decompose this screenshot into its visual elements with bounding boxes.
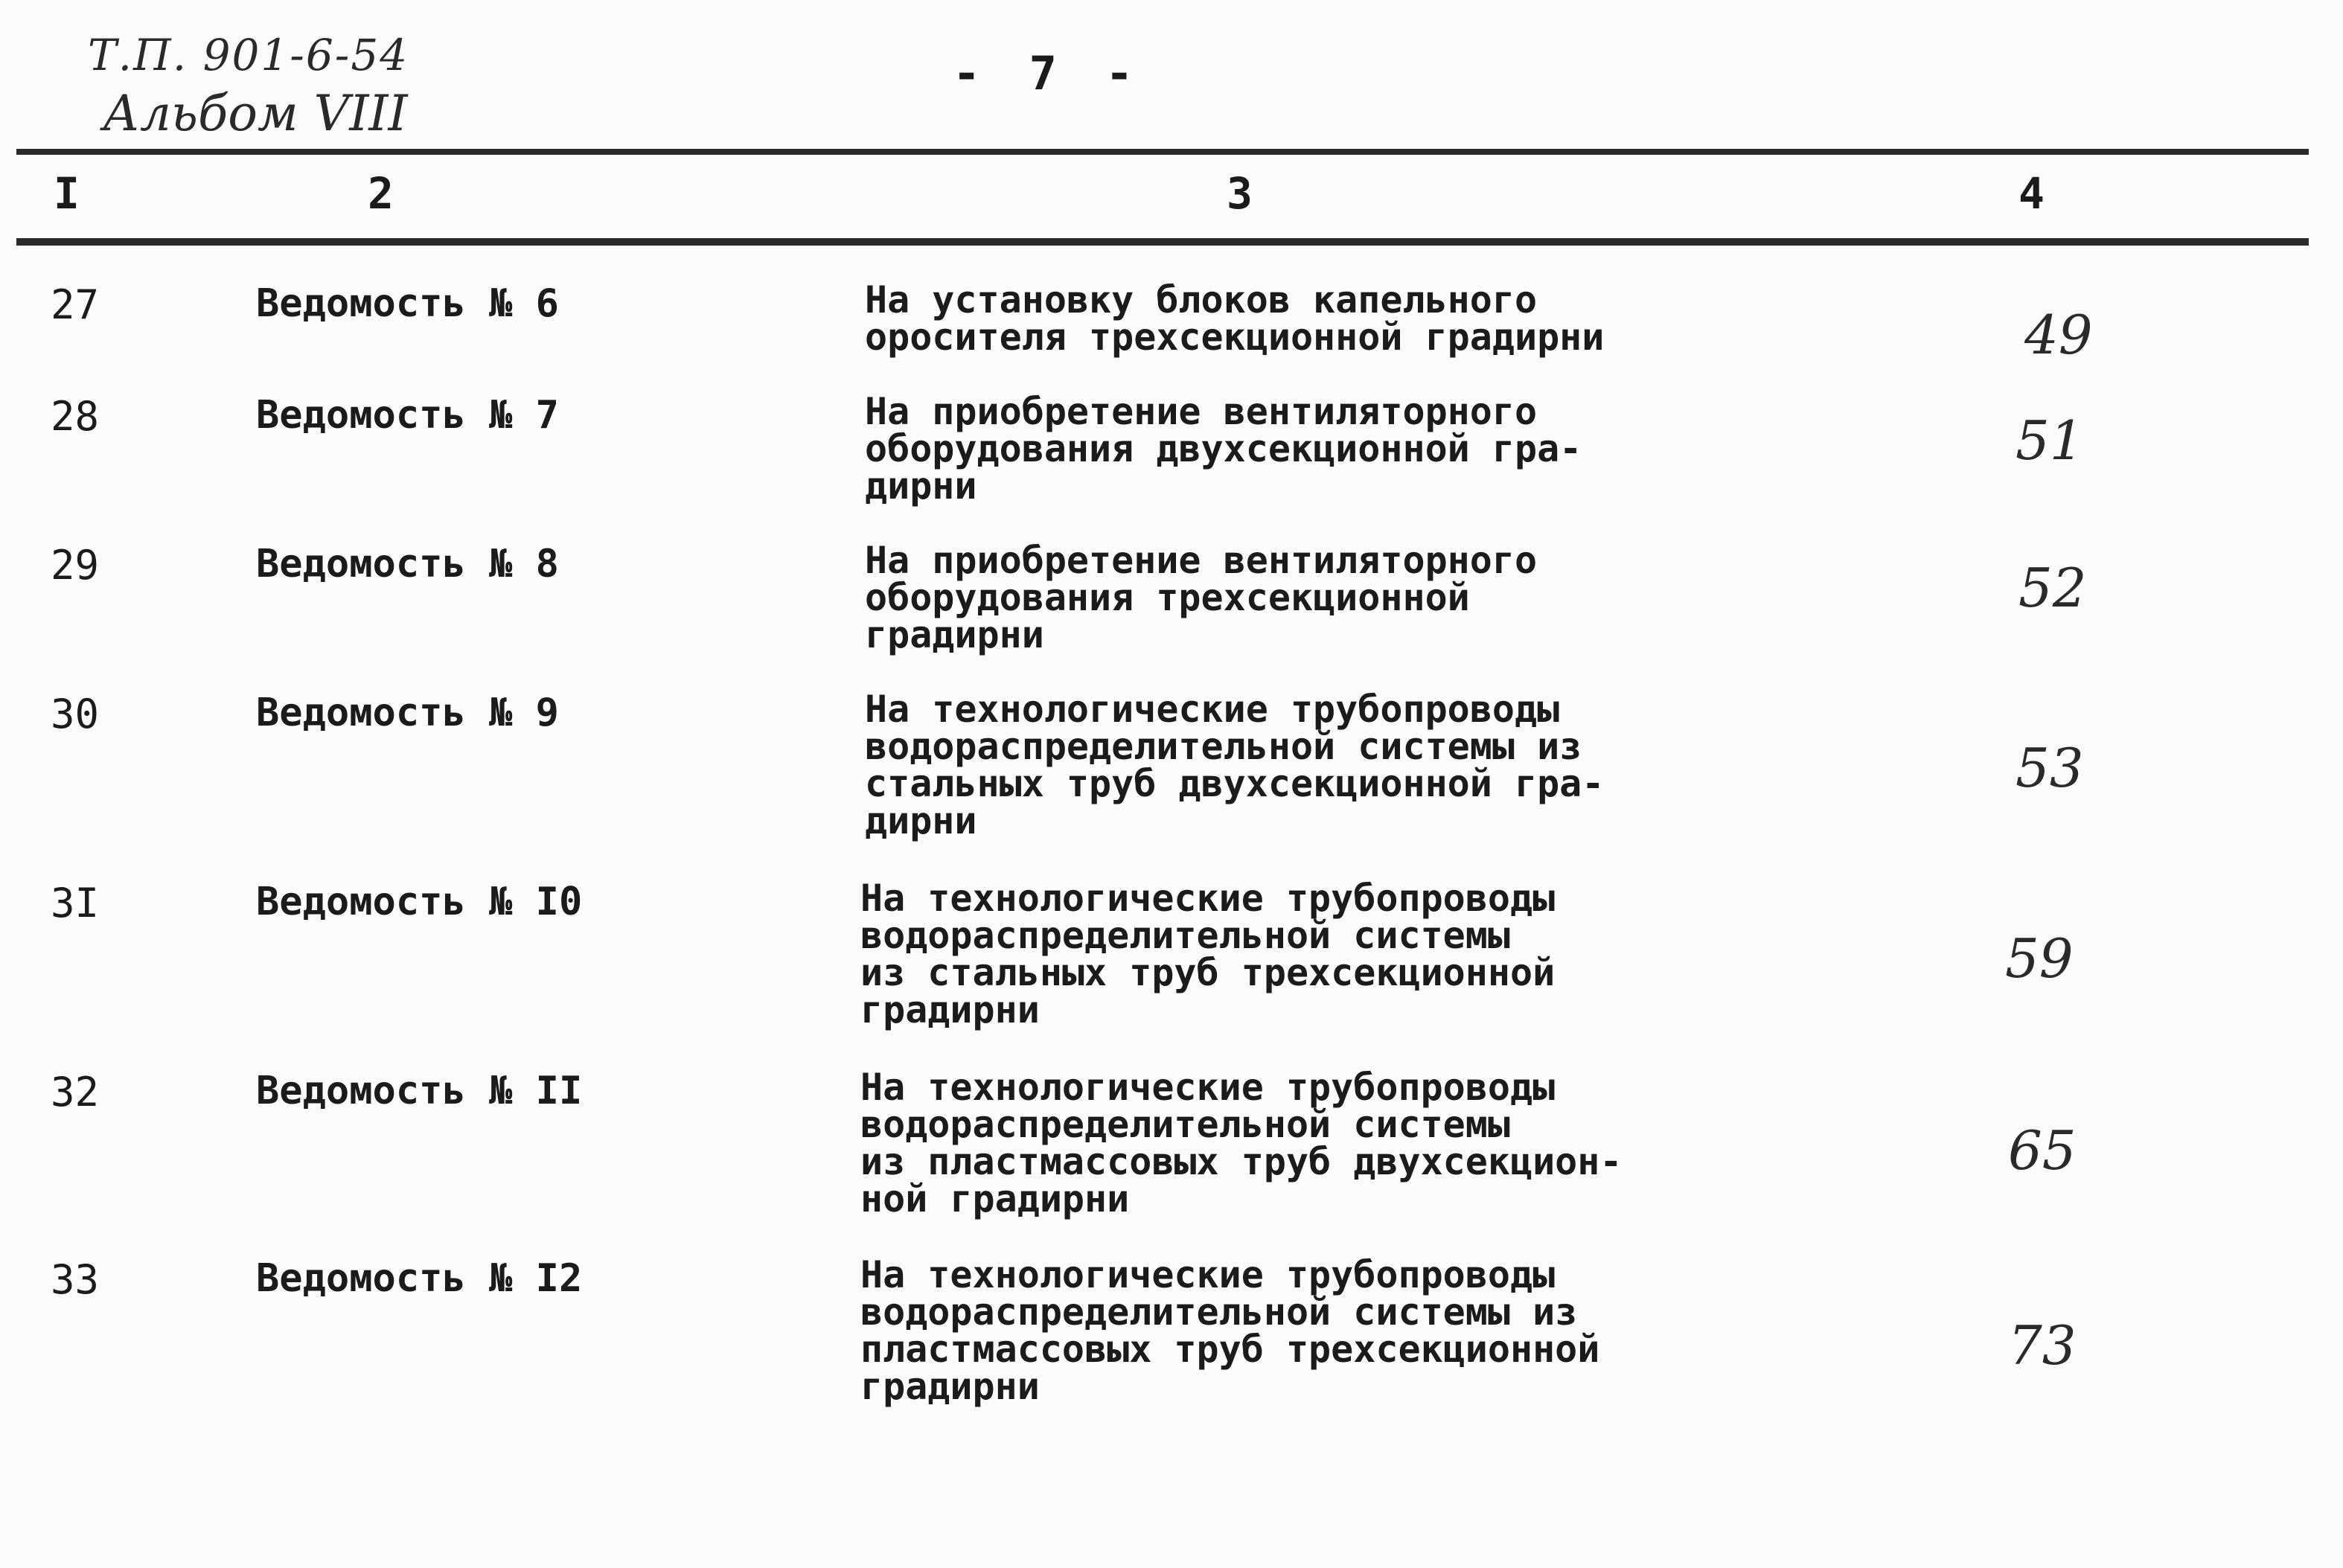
page-reference: 65 [2008, 1119, 2077, 1182]
page-number: - 7 - [953, 46, 1144, 100]
page-reference: 52 [2018, 557, 2087, 619]
document-code: Т.П. 901-6-54 [88, 30, 409, 80]
album-label: Альбом VIII [103, 85, 408, 142]
description-line: оборудования двухсекционной гра- [865, 427, 1582, 470]
description [860, 1253, 1724, 1408]
description-line: водораспределительной системы [860, 914, 1510, 957]
column-header-3: 3 [1227, 168, 1253, 219]
description-line: стальных труб двухсекционной гра- [865, 762, 1605, 805]
column-header-4: 4 [2018, 168, 2045, 219]
description [865, 278, 1728, 359]
description-line: из стальных труб трехсекционной [860, 951, 1556, 994]
row-number: 3I [51, 880, 100, 927]
description-line: На приобретение вентиляторного [865, 539, 1538, 582]
row-number: 28 [51, 393, 100, 440]
description-line: градирни [865, 613, 1044, 656]
description-line: На технологические трубопроводы [860, 877, 1556, 920]
row-number: 30 [51, 691, 100, 737]
document-name: Ведомость № I2 [256, 1256, 583, 1301]
column-header-2: 2 [368, 168, 394, 219]
row-number: 33 [51, 1256, 100, 1303]
description [865, 688, 1728, 842]
page-reference: 49 [2024, 304, 2093, 366]
description-line: градирни [860, 988, 1040, 1031]
description-line: На приобретение вентиляторного [865, 390, 1538, 433]
page-reference: 73 [2008, 1314, 2077, 1377]
description [865, 539, 1728, 656]
description [865, 390, 1728, 508]
page-reference: 53 [2016, 737, 2084, 799]
description-line: оборудования трехсекционной [865, 576, 1470, 619]
description-line: из пластмассовых труб двухсекцион- [860, 1140, 1623, 1183]
description-line: На технологические трубопроводы [865, 688, 1560, 731]
row-number: 29 [51, 542, 100, 589]
description [860, 877, 1724, 1031]
document-name: Ведомость № II [256, 1069, 583, 1113]
description-line: оросителя трехсекционной градирни [865, 316, 1605, 359]
description-line: водораспределительной системы из [865, 725, 1582, 768]
page-reference: 59 [2005, 927, 2074, 990]
page-reference: 51 [2016, 409, 2084, 472]
column-header-1: I [54, 168, 80, 219]
description-line: На технологические трубопроводы [860, 1066, 1556, 1109]
row-number: 32 [51, 1069, 100, 1116]
document-name: Ведомость № 8 [256, 542, 559, 586]
description-line: пластмассовых труб трехсекционной [860, 1328, 1600, 1371]
description-line: водораспределительной системы [860, 1103, 1510, 1146]
description-line: ной градирни [860, 1177, 1130, 1220]
description-line: дирни [865, 464, 977, 508]
description-line: градирни [860, 1365, 1040, 1408]
description-line: дирни [865, 799, 977, 842]
document-name: Ведомость № 7 [256, 393, 559, 438]
row-number: 27 [51, 281, 100, 328]
document-name: Ведомость № 9 [256, 691, 559, 735]
description-line: На установку блоков капельного [865, 278, 1538, 321]
document-name: Ведомость № I0 [256, 880, 583, 924]
description [860, 1066, 1724, 1220]
description-line: На технологические трубопроводы [860, 1253, 1556, 1296]
description-line: водораспределительной системы из [860, 1290, 1578, 1334]
document-name: Ведомость № 6 [256, 281, 559, 326]
